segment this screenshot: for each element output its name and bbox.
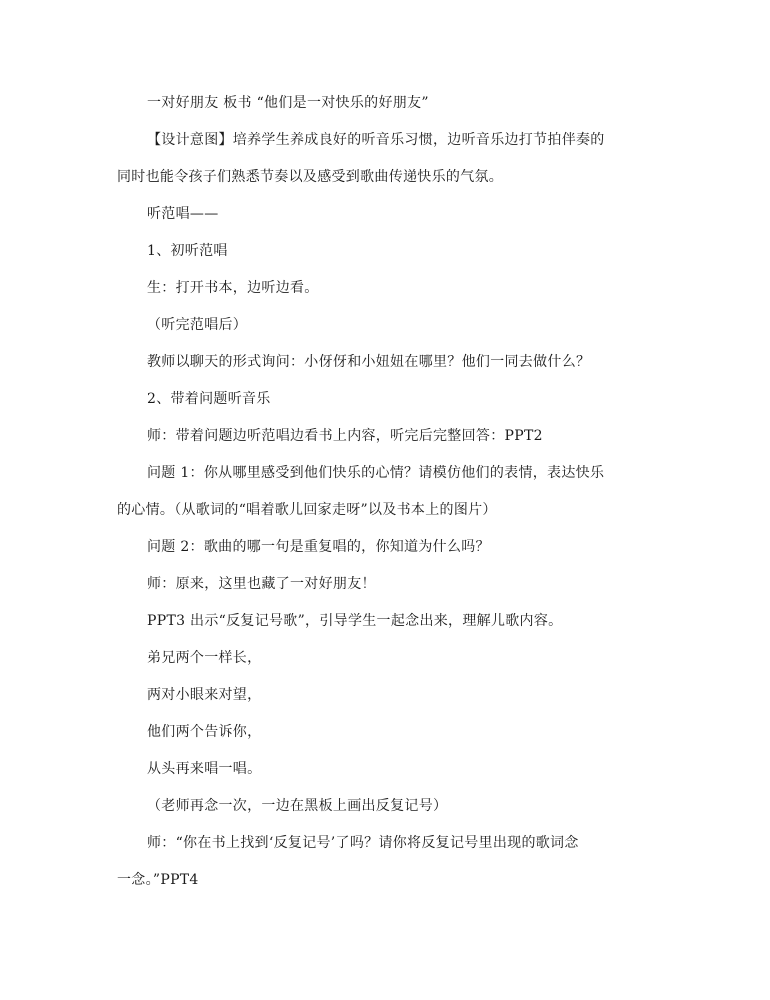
- text-line: 师：原来，这里也藏了一对好朋友！: [147, 576, 376, 592]
- text-line: PPT3 出示“反复记号歌”，引导学生一起念出来，理解儿歌内容。: [147, 613, 563, 629]
- text-line: （老师再念一次，一边在黑板上画出反复记号）: [147, 798, 448, 814]
- text-line: 一念。”PPT4: [117, 872, 199, 888]
- rhyme-line: 弟兄两个一样长，: [147, 650, 262, 666]
- paragraph-design-intent: 【设计意图】培养学生养成良好的听音乐习惯，边听音乐边打节拍伴奏的: [147, 132, 605, 148]
- text-line: 生：打开书本，边听边看。: [147, 280, 319, 296]
- step-heading: 2、带着问题听音乐: [147, 391, 271, 407]
- question-2: 问题 2：歌曲的哪一句是重复唱的，你知道为什么吗？: [147, 539, 490, 555]
- text-line: 教师以聊天的形式询问：小伢伢和小妞妞在哪里？他们一同去做什么？: [147, 354, 591, 370]
- text-line: 同时也能令孩子们熟悉节奏以及感受到歌曲传递快乐的气氛。: [117, 169, 504, 185]
- step-heading: 1、初听范唱: [147, 243, 228, 259]
- section-heading: 听范唱——: [147, 206, 219, 222]
- text-line: （听完范唱后）: [147, 317, 248, 333]
- text-line: 师：带着问题边听范唱边看书上内容，听完后完整回答：PPT2: [147, 428, 543, 444]
- text-line: 师：“你在书上找到‘反复记号’了吗？请你将反复记号里出现的歌词念: [147, 835, 579, 851]
- text-line: 一对好朋友 板书 “他们是一对快乐的好朋友”: [147, 95, 429, 111]
- text-line: 的心情。（从歌词的“唱着歌儿回家走呀”以及书本上的图片）: [117, 502, 497, 518]
- question-1: 问题 1：你从哪里感受到他们快乐的心情？请模仿他们的表情，表达快乐: [147, 465, 605, 481]
- rhyme-line: 他们两个告诉你，: [147, 724, 262, 740]
- rhyme-line: 从头再来唱一唱。: [147, 761, 262, 777]
- rhyme-line: 两对小眼来对望，: [147, 687, 262, 703]
